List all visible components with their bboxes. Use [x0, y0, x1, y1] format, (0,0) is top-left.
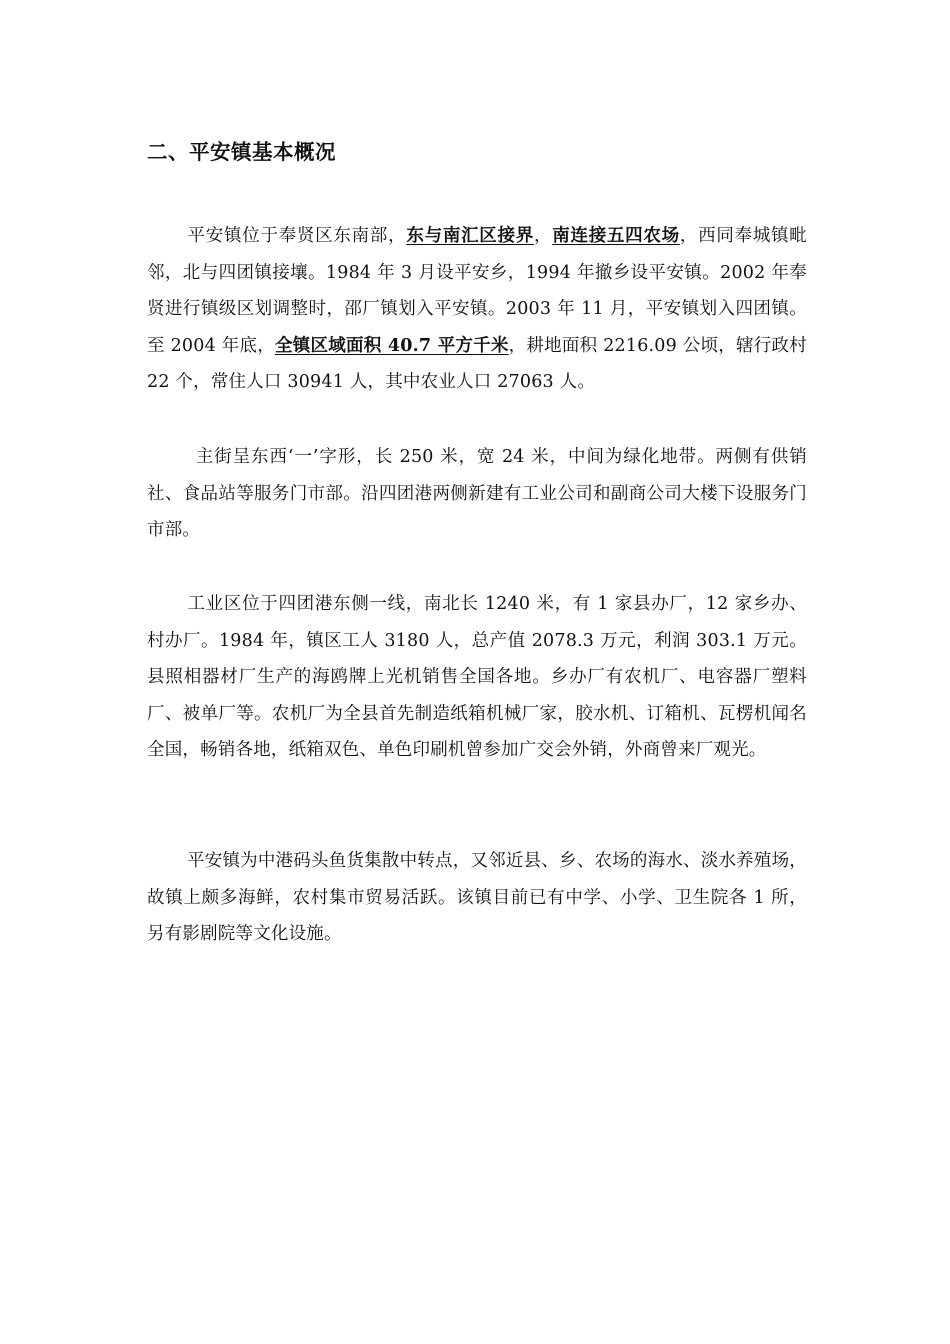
- text-span: 平安镇为中港码头鱼货集散中转点，又邻近县、乡、农场的海水、淡水养殖场，故镇上颇多海鲜，农村集市贸易活跃。该镇目前已有中学、小学、卫生院各 1 所，另有影剧院等文化设施。: [147, 851, 807, 945]
- section-title: 二、平安镇基本概况: [147, 140, 336, 164]
- text-span: 平安镇位于奉贤区东南部，: [187, 226, 407, 246]
- paragraph-main-street: [147, 439, 807, 549]
- text-span: ，: [534, 226, 553, 246]
- emphasis-east-border: 东与南汇区接界: [406, 226, 534, 246]
- text-span: ，耕地面积 2216.09 公顷，辖行政村 22 个，常住人口 30941 人，其中农业人口 27063 人。: [147, 335, 807, 393]
- text-span: ，西同奉城镇毗邻，北与四团镇接壤。1984 年 3 月设平安乡，1994 年撤乡设平安镇。2002 年奉贤进行镇级区划调整时，邵厂镇划入平安镇。2003 年 11 月，平安镇划入四团镇。至 2004 年底，: [147, 226, 807, 356]
- paragraph-location: [147, 218, 807, 401]
- emphasis-area: 全镇区域面积 40.7 平方千米: [274, 335, 509, 356]
- emphasis-south-border: 南连接五四农场: [552, 226, 680, 246]
- paragraph-market: [147, 843, 807, 953]
- text-span: 主街呈东西‘一’字形，长 250 米，宽 24 米，中间为绿化地带。两侧有供销社、食品站等服务门市部。沿四团港两侧新建有工业公司和副商公司大楼下设服务门市部。: [147, 447, 807, 541]
- paragraph-industry: [147, 586, 807, 769]
- text-span: 工业区位于四团港东侧一线，南北长 1240 米，有 1 家县办厂，12 家乡办、村办厂。1984 年，镇区工人 3180 人，总产值 2078.3 万元，利润 303.1 万元。县照相器材厂生产的海鸥牌上光机销售全国各地。乡办厂有农机厂、电容器厂塑料厂、被单厂等。农机厂为全县首先制造纸箱机械厂家，胶水机、订箱机、瓦楞机闻名全国，畅销各地，纸箱双色、单色印刷机曾参加广交会外销，外商曾来厂观光。: [147, 594, 807, 761]
